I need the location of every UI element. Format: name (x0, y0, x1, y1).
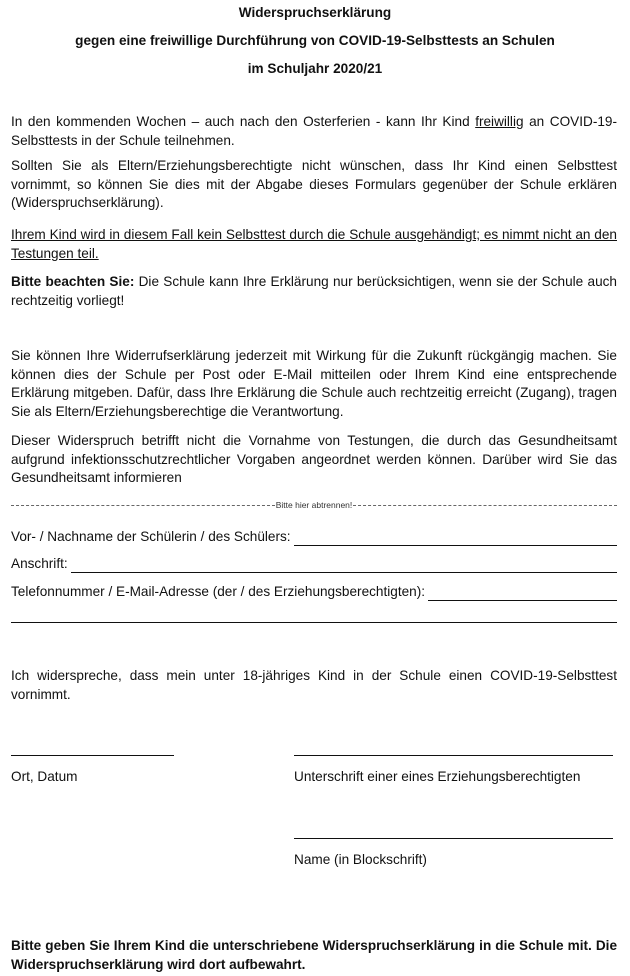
intro-paragraph (11, 113, 617, 150)
student-name-label: Vor- / Nachname der Schülerin / des Schülers: (11, 529, 291, 544)
notice-paragraph (11, 273, 617, 310)
notice-text: Die Schule kann Ihre Erklärung nur berücksichtigen, wenn sie der Schule auch rechtzeitig vorliegt! (11, 274, 617, 308)
document-title: Widerspruchserklärung (238, 5, 392, 20)
document-subtitle: gegen eine freiwillige Durchführung von COVID-19-Selbsttests an Schulen (75, 33, 555, 48)
student-name-field[interactable] (11, 528, 617, 546)
contact-line[interactable] (428, 587, 617, 601)
objection-paragraph: Sollten Sie als Eltern/Erziehungsberechtigte nicht wünschen, dass Ihr Kind einen Selbsttest vornimmt, so können Sie dies mit der Abgabe dieses Formulars gegenüber der Schule erklären (Widerspruchserklärung). (11, 158, 617, 210)
address-label: Anschrift: (11, 556, 68, 571)
signature-label: Unterschrift einer eines Erziehungsberechtigten (294, 769, 581, 784)
intro-text-start: In den kommenden Wochen – auch nach den Osterferien - kann Ihr Kind (11, 114, 476, 129)
revocation-paragraph: Sie können Ihre Widerrufserklärung jederzeit mit Wirkung für die Zukunft rückgängig machen. Sie können dies der Schule per Post oder E-Mail mitteilen oder Ihrem Kind eine entsprechende Erklärung mitgeben. Dafür, dass Ihre Erklärung die Schule auch rechtzeitig erreicht (Zugang), tragen Sie als Eltern/Erziehungsberechtige die Verantwortung. (11, 348, 617, 419)
voluntary-emphasis: freiwillig (475, 114, 524, 129)
contact-field[interactable] (11, 583, 617, 601)
signature-line[interactable] (294, 755, 613, 756)
place-date-label: Ort, Datum (11, 769, 78, 784)
block-name-label: Name (in Blockschrift) (294, 852, 427, 867)
cut-here-label: Bitte hier abtrennen! (275, 500, 353, 510)
cut-dashes-left (11, 505, 275, 506)
cut-here-divider (11, 498, 617, 512)
block-name-line[interactable] (294, 838, 613, 839)
consequence-paragraph: Ihrem Kind wird in diesem Fall kein Selbsttest durch die Schule ausgehändigt; es nimmt nicht an den Testungen teil. (11, 227, 617, 261)
school-year: im Schuljahr 2020/21 (247, 61, 383, 76)
footer-instruction: Bitte geben Sie Ihrem Kind die unterschriebene Widerspruchserklärung in die Schule mit. Die Widerspruchserklärung wird dort aufbewahrt. (11, 938, 617, 972)
notice-heading: Bitte beachten Sie: (11, 274, 135, 289)
contact-label: Telefonnummer / E-Mail-Adresse (der / des Erziehungsberechtigten): (11, 584, 426, 599)
contact-continuation-line[interactable] (11, 622, 617, 623)
intro-text-end: an COVID-19- Selbsttests in der Schule teilnehmen. (11, 114, 617, 148)
address-field[interactable] (11, 555, 617, 573)
student-name-line[interactable] (294, 532, 617, 546)
health-office-paragraph: Dieser Widerspruch betrifft nicht die Vornahme von Testungen, die durch das Gesundheitsamt aufgrund infektionsschutzrechtlicher Vorgaben angeordnet werden können. Darüber wird Sie das Gesundheitsamt informieren (11, 433, 617, 485)
place-date-line[interactable] (11, 755, 174, 756)
objection-statement: Ich widerspreche, dass mein unter 18-jähriges Kind in der Schule einen COVID-19-Selbsttest vornimmt. (11, 668, 617, 702)
address-line[interactable] (71, 559, 617, 573)
cut-dashes-right (353, 505, 617, 506)
